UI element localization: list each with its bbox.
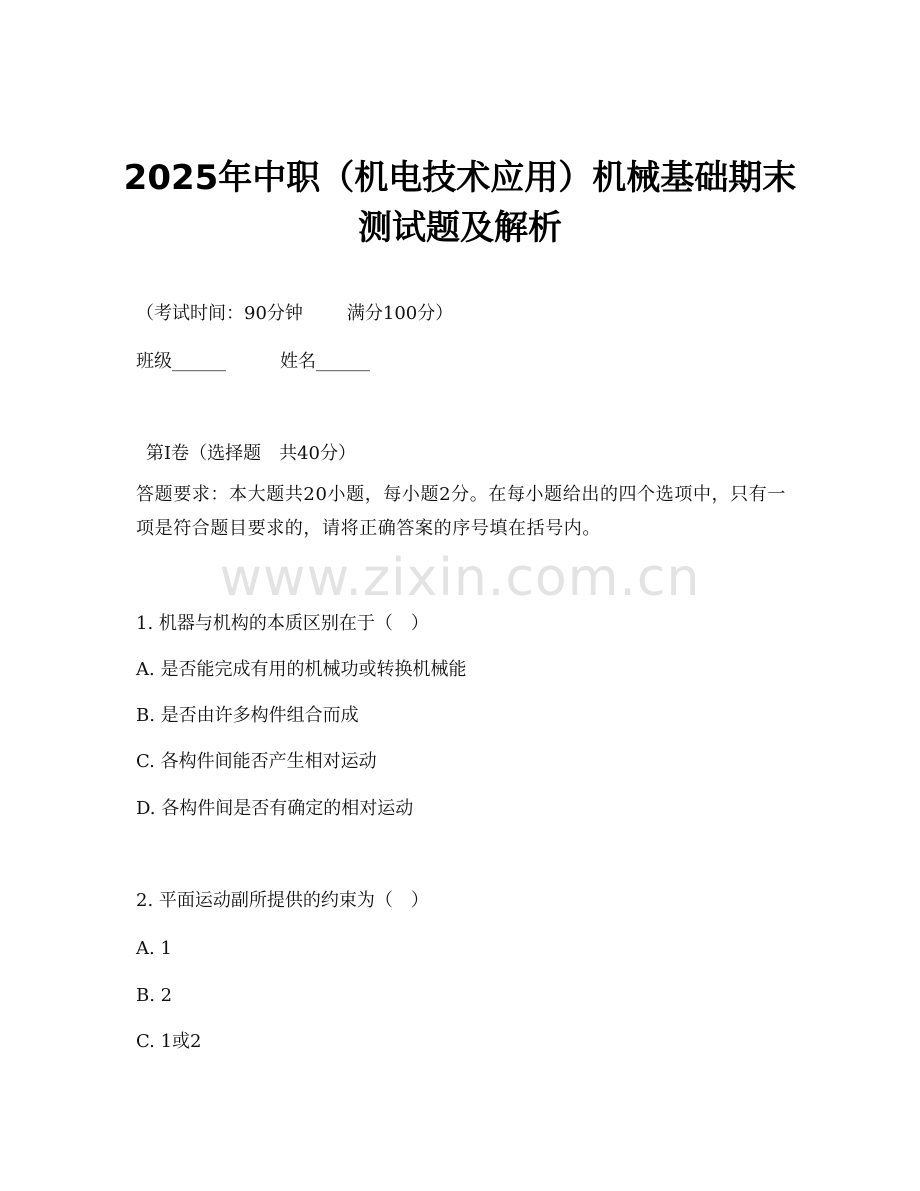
name-field-label: 姓名______ (280, 351, 370, 372)
exam-time: （考试时间：90分钟 (136, 303, 303, 324)
watermark: www.zixin.com.cn (219, 548, 701, 608)
document-title-line-2: 测试题及解析 (358, 208, 562, 248)
section-heading: 第Ⅰ卷（选择题 共40分） (146, 443, 357, 464)
question-1-option-c: C. 各构件间能否产生相对运动 (136, 751, 377, 772)
question-2-option-a: A. 1 (136, 938, 172, 959)
class-field-label: 班级______ (136, 351, 226, 372)
question-2-option-c: C. 1或2 (136, 1031, 202, 1052)
exam-score: 满分100分） (346, 303, 454, 324)
question-1-option-d: D. 各构件间是否有确定的相对运动 (136, 798, 414, 819)
exam-info (136, 302, 453, 326)
question-1-option-b: B. 是否由许多构件组合而成 (136, 705, 359, 726)
document-title-line-1: 2025年中职（机电技术应用）机械基础期末 (123, 158, 797, 198)
question-2-stem: 2. 平面运动副所提供的约束为（ ） (136, 890, 429, 911)
question-2-option-b: B. 2 (136, 985, 173, 1006)
question-1-stem: 1. 机器与机构的本质区别在于（ ） (136, 613, 429, 634)
instructions: 答题要求：本大题共20小题，每小题2分。在每小题给出的四个选项中，只有一项是符合题目要求的，请将正确答案的序号填在括号内。 (136, 484, 786, 539)
question-1-option-a: A. 是否能完成有用的机械功或转换机械能 (136, 659, 467, 680)
student-info (136, 350, 370, 374)
